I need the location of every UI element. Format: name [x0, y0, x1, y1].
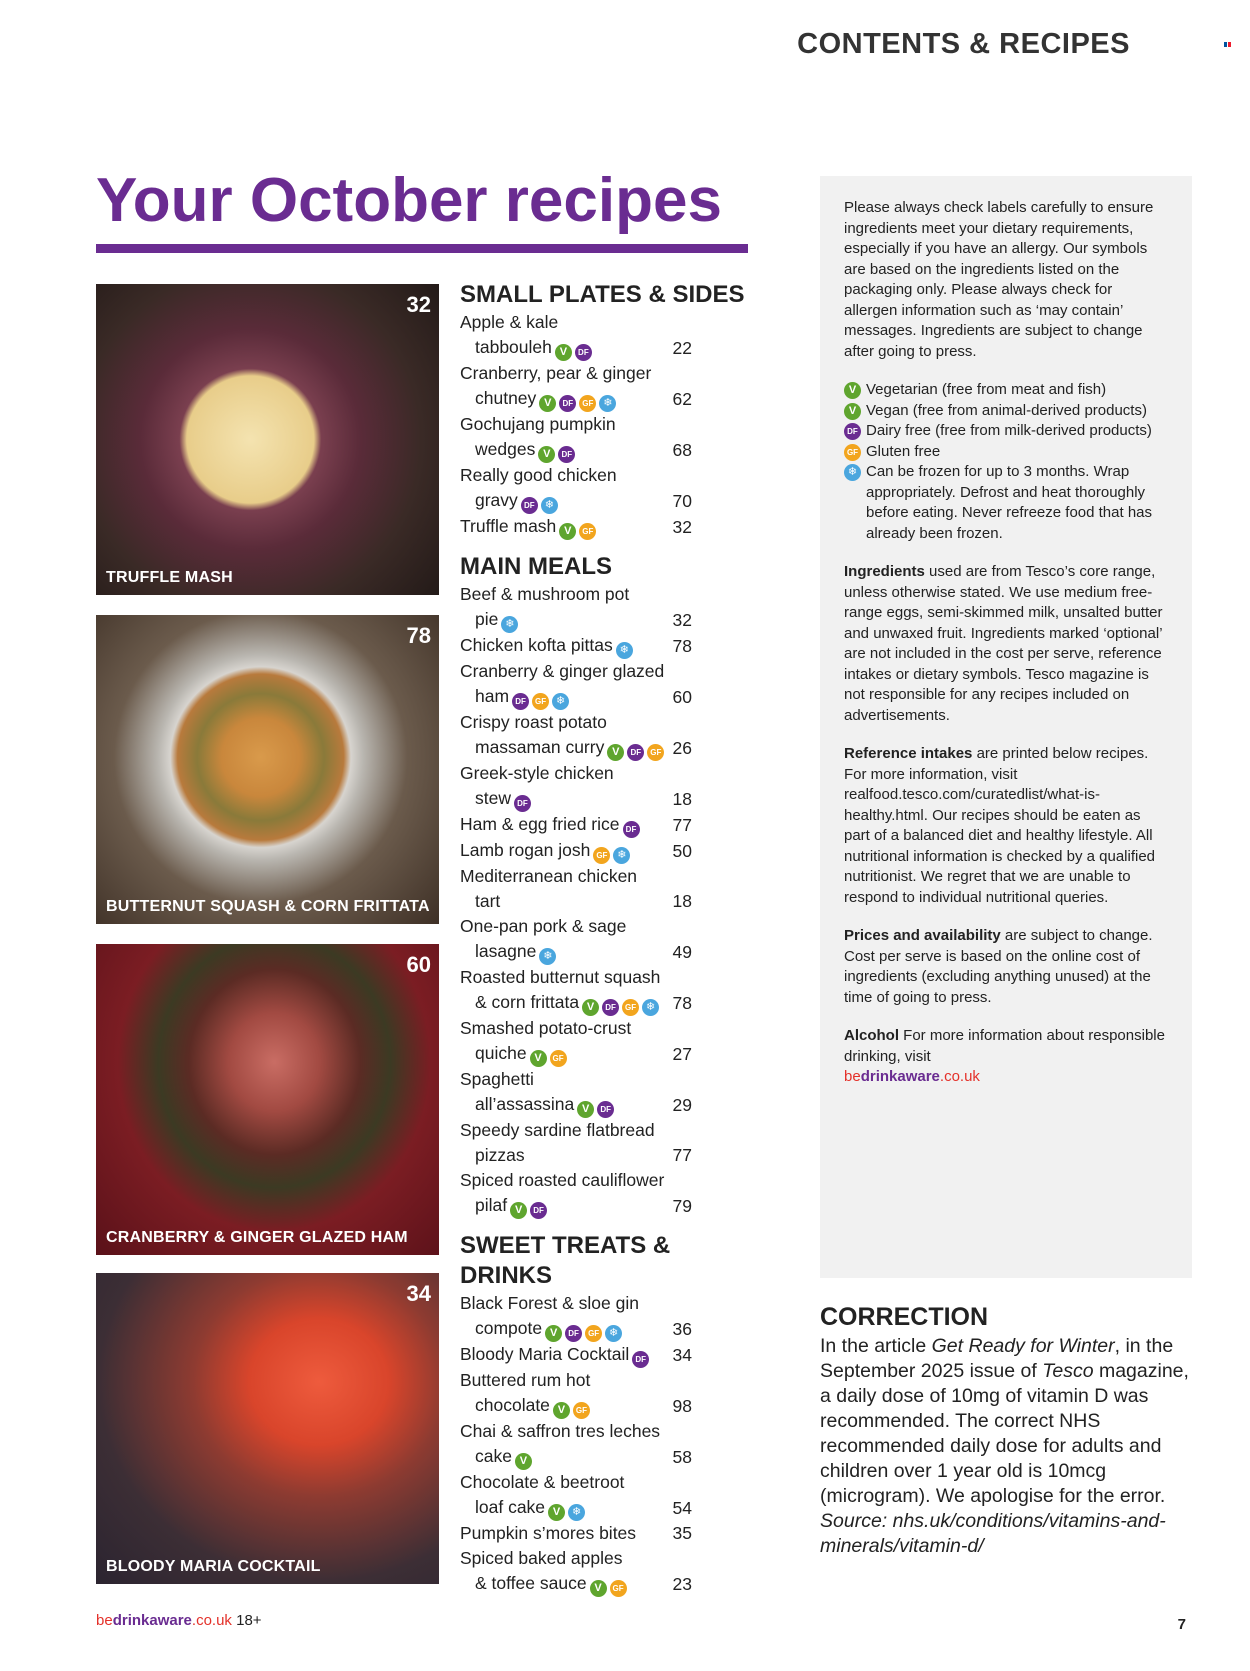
legend-row: [844, 462, 1168, 544]
recipe-page-number: 78: [672, 993, 692, 1013]
vegetarian-icon: V: [530, 1050, 547, 1067]
recipe-name-cont: stew: [475, 788, 511, 808]
recipe-name: Black Forest & sloe gin: [460, 1293, 639, 1313]
vegetarian-icon: V: [539, 395, 556, 412]
recipe-page-number: 78: [672, 636, 692, 656]
legend-text: Can be frozen for up to 3 months. Wrap appropriately. Defrost and heat thoroughly before eating. Never refreeze food that has already been frozen.: [866, 463, 1153, 542]
recipe-name: Speedy sardine flatbread: [460, 1120, 655, 1140]
dairy-free-icon: DF: [632, 1351, 649, 1368]
recipe-entry: [460, 1521, 750, 1546]
recipe-name-cont: & corn frittata: [475, 992, 580, 1012]
recipe-page-number: 36: [672, 1319, 692, 1339]
vegetarian-icon: V: [515, 1453, 532, 1470]
photo-caption: BUTTERNUT SQUASH & CORN FRITTATA: [106, 898, 430, 915]
recipe-name: Chocolate & beetroot: [460, 1472, 625, 1492]
recipe-name-cont: & toffee sauce: [475, 1573, 587, 1593]
info-panel: [820, 176, 1192, 1278]
recipe-page-number: 18: [672, 891, 692, 911]
vegetarian-icon: V: [538, 446, 555, 463]
vegetarian-icon: V: [553, 1402, 570, 1419]
recipe-page-number: 32: [672, 517, 692, 537]
recipe-name-cont: chutney: [475, 388, 537, 408]
recipe-entry: [460, 838, 750, 864]
vegetarian-icon: V: [844, 403, 861, 420]
legend-row: [844, 421, 1168, 442]
vegetarian-icon: V: [555, 344, 572, 361]
dairy-free-icon: DF: [575, 344, 592, 361]
recipe-entry: [460, 1118, 750, 1168]
recipe-name-cont: quiche: [475, 1043, 527, 1063]
recipe-name: Gochujang pumpkin: [460, 414, 616, 434]
freezable-icon: ❄: [599, 395, 616, 412]
correction-text: In the article Get Ready for Winter, in the September 2025 issue of Tesco magazine, a daily dose of 10mg of vitamin D was recommended. The correct NHS recommended daily dose for adults and children over 1 year old is 10mcg (microgram). We apologise for the error. Source: nhs.uk/conditions/vitamins-and-minerals/vitamin-d/: [820, 1335, 1189, 1557]
section-heading: SMALL PLATES & SIDES: [460, 281, 745, 308]
title-underline: [96, 244, 748, 253]
dairy-free-icon: DF: [597, 1101, 614, 1118]
recipe-entry: [460, 1368, 750, 1419]
prices-note: Prices and availability are subject to change. Cost per serve is based on the online cost of ingredients (excluding anything unused) at the time of going to press.: [844, 927, 1153, 1006]
gluten-free-icon: GF: [647, 744, 664, 761]
recipe-page-number: 68: [672, 440, 692, 460]
recipe-name: Spiced baked apples: [460, 1548, 623, 1568]
section-heading: SWEET TREATS & DRINKS: [460, 1232, 671, 1289]
section-heading: MAIN MEALS: [460, 553, 612, 580]
photo-frittata: [96, 615, 439, 924]
recipe-name-cont: ham: [475, 686, 510, 706]
recipe-name: Mediterranean chicken: [460, 866, 638, 886]
recipe-name-cont: all’assassina: [475, 1094, 575, 1114]
freezable-icon: ❄: [539, 948, 556, 965]
vegetarian-icon: V: [510, 1202, 527, 1219]
gluten-free-icon: GF: [579, 523, 596, 540]
recipe-page-number: 22: [672, 338, 692, 358]
freezable-icon: ❄: [501, 616, 518, 633]
vegetarian-icon: V: [545, 1325, 562, 1342]
recipe-entry: [460, 514, 750, 540]
recipe-name-cont: wedges: [475, 439, 536, 459]
gluten-free-icon: GF: [579, 395, 596, 412]
vegetarian-icon: V: [582, 999, 599, 1016]
recipe-name: Roasted butternut squash: [460, 967, 661, 987]
recipe-name: Cranberry & ginger glazed: [460, 661, 665, 681]
recipe-page-number: 49: [672, 942, 692, 962]
recipe-name: Apple & kale: [460, 312, 559, 332]
recipe-page-number: 98: [672, 1396, 692, 1416]
recipe-name: Truffle mash: [460, 516, 557, 536]
recipe-entry: [460, 812, 750, 838]
recipe-name: One-pan pork & sage: [460, 916, 627, 936]
tesco-logo-icon: [1224, 34, 1232, 40]
recipe-name: Bloody Maria Cocktail: [460, 1344, 630, 1364]
recipe-entry: [460, 582, 750, 633]
recipe-entry: [460, 1016, 750, 1067]
vegetarian-icon: V: [844, 382, 861, 399]
recipe-page-number: 58: [672, 1447, 692, 1467]
dairy-free-icon: DF: [558, 446, 575, 463]
photo-bloody-maria: [96, 1273, 439, 1584]
photo-glazed-ham: [96, 944, 439, 1255]
recipe-entry: [460, 310, 750, 361]
gluten-free-icon: GF: [622, 999, 639, 1016]
dairy-free-icon: DF: [627, 744, 644, 761]
recipe-entry: [460, 761, 750, 812]
recipe-name-cont: pilaf: [475, 1195, 508, 1215]
gluten-free-icon: GF: [573, 1402, 590, 1419]
recipe-name-cont: pizzas: [475, 1145, 525, 1165]
recipe-page-number: 60: [672, 687, 692, 707]
gluten-free-icon: GF: [550, 1050, 567, 1067]
recipe-name: Cranberry, pear & ginger: [460, 363, 652, 383]
recipe-page-number: 29: [672, 1095, 692, 1115]
legend-text: Gluten free: [866, 442, 941, 460]
recipe-name: Pumpkin s’mores bites: [460, 1523, 637, 1543]
recipe-name: Spiced roasted cauliflower: [460, 1170, 665, 1190]
gluten-free-icon: GF: [593, 847, 610, 864]
legend-text: Vegetarian (free from meat and fish): [866, 381, 1107, 398]
gluten-free-icon: GF: [610, 1580, 627, 1597]
drinkaware-link[interactable]: bedrinkaware.co.uk: [844, 1068, 980, 1085]
recipe-page-number: 79: [672, 1196, 692, 1216]
vegetarian-icon: V: [548, 1504, 565, 1521]
section-header: CONTENTS & RECIPES: [797, 28, 1130, 60]
recipe-entry: [460, 412, 750, 463]
recipe-name-cont: pie: [475, 609, 499, 629]
photo-page-number: 34: [406, 1281, 431, 1306]
recipe-page-number: 26: [672, 738, 692, 758]
recipe-name: Greek-style chicken: [460, 763, 614, 783]
dairy-free-icon: DF: [512, 693, 529, 710]
ingredients-note: Ingredients used are from Tesco’s core range, unless otherwise stated. We use medium free-range eggs, semi-skimmed milk, unsalted butter and unwaxed fruit. Ingredients marked ‘optional’ are not included in the cost per serve, reference intakes or dietary symbols. Tesco magazine is not responsible for any recipes included on advertisements.: [844, 563, 1163, 724]
dairy-free-icon: DF: [521, 497, 538, 514]
freezable-icon: ❄: [616, 642, 633, 659]
recipe-entry: [460, 965, 750, 1016]
recipe-name: Crispy roast potato: [460, 712, 607, 732]
recipe-name: Spaghetti: [460, 1069, 534, 1089]
dairy-free-icon: DF: [602, 999, 619, 1016]
photo-caption: CRANBERRY & GINGER GLAZED HAM: [106, 1229, 408, 1246]
recipe-name-cont: tabbouleh: [475, 337, 552, 357]
recipe-entry: [460, 710, 750, 761]
recipe-name-cont: tart: [475, 891, 501, 911]
correction-title: CORRECTION: [820, 1303, 989, 1331]
recipe-entry: [460, 1470, 750, 1521]
recipe-name: Buttered rum hot: [460, 1370, 591, 1390]
allergy-notice: Please always check labels carefully to ensure ingredients meet your dietary requirements, especially if you have an allergy. Our symbols are based on the ingredients listed on the packaging only. Please always check for allergen information such as ‘may contain’ messages. Ingredients are subject to change after going to press.: [844, 199, 1154, 360]
recipe-entry: [460, 1067, 750, 1118]
recipe-page-number: 77: [672, 1145, 692, 1165]
recipe-name: Beef & mushroom pot: [460, 584, 630, 604]
recipe-page-number: 77: [672, 815, 692, 835]
gluten-free-icon: GF: [585, 1325, 602, 1342]
recipe-name: Smashed potato-crust: [460, 1018, 632, 1038]
photo-page-number: 78: [406, 623, 431, 648]
recipe-page-number: 50: [672, 841, 692, 861]
gluten-free-icon: GF: [532, 693, 549, 710]
recipe-entry: [460, 864, 750, 914]
dairy-free-icon: DF: [623, 821, 640, 838]
recipe-name: Chai & saffron tres leches: [460, 1421, 661, 1441]
recipe-entry: [460, 633, 750, 659]
recipe-page-number: 34: [672, 1345, 692, 1365]
page-number: 7: [1177, 1616, 1186, 1633]
photo-page-number: 60: [406, 952, 431, 977]
recipe-entry: [460, 1291, 750, 1342]
recipe-name-cont: compote: [475, 1318, 543, 1338]
recipe-entry: [460, 1546, 750, 1597]
recipe-name-cont: loaf cake: [475, 1497, 546, 1517]
legend-text: Vegan (free from animal-derived products): [866, 401, 1147, 419]
recipe-page-number: 62: [672, 389, 692, 409]
recipe-index: [460, 280, 750, 1597]
recipe-name-cont: gravy: [475, 490, 518, 510]
vegetarian-icon: V: [607, 744, 624, 761]
freezable-icon: ❄: [844, 464, 861, 481]
freezable-icon: ❄: [605, 1325, 622, 1342]
correction-box: [820, 1302, 1200, 1559]
recipe-page-number: 32: [672, 610, 692, 630]
reference-intakes-note: Reference intakes are printed below recipes. For more information, visit realfood.tesco.com/curatedlist/what-is-healthy.html. Our recipes should be eaten as part of a balanced diet and healthy lifestyle. All nutritional information is checked by a qualified nutritionist. We regret that we are unable to respond to individual nutritional queries.: [844, 745, 1156, 906]
recipe-name-cont: lasagne: [475, 941, 537, 961]
photo-page-number: 32: [406, 292, 431, 317]
recipe-name: Lamb rogan josh: [460, 840, 591, 860]
recipe-page-number: 35: [672, 1523, 692, 1543]
recipe-entry: [460, 659, 750, 710]
vegetarian-icon: V: [590, 1580, 607, 1597]
recipe-name-cont: chocolate: [475, 1395, 550, 1415]
recipe-entry: [460, 914, 750, 965]
recipe-page-number: 23: [672, 1574, 692, 1594]
vegetarian-icon: V: [577, 1101, 594, 1118]
legend-text: Dairy free (free from milk-derived products): [866, 422, 1152, 439]
recipe-entry: [460, 463, 750, 514]
recipe-page-number: 70: [672, 491, 692, 511]
recipe-entry: [460, 1419, 750, 1470]
recipe-page-number: 27: [672, 1044, 692, 1064]
dairy-free-icon: DF: [514, 795, 531, 812]
recipe-name-cont: cake: [475, 1446, 512, 1466]
recipe-name: Chicken kofta pittas: [460, 635, 613, 655]
legend-row: [844, 401, 1168, 422]
photo-caption: BLOODY MARIA COCKTAIL: [106, 1558, 321, 1575]
freezable-icon: ❄: [613, 847, 630, 864]
recipe-page-number: 18: [672, 789, 692, 809]
vegetarian-icon: V: [559, 523, 576, 540]
recipe-name-cont: massaman curry: [475, 737, 605, 757]
dairy-free-icon: DF: [565, 1325, 582, 1342]
legend-row: [844, 442, 1168, 463]
legend-row: [844, 380, 1168, 401]
recipe-name: Ham & egg fried rice: [460, 814, 620, 834]
symbol-legend: [844, 380, 1168, 544]
dairy-free-icon: DF: [530, 1202, 547, 1219]
recipe-entry: [460, 1168, 750, 1219]
photo-truffle-mash: [96, 284, 439, 595]
freezable-icon: ❄: [541, 497, 558, 514]
alcohol-note: Alcohol For more information about responsible drinking, visit bedrinkaware.co.uk: [844, 1027, 1165, 1085]
recipe-entry: [460, 1342, 750, 1368]
dairy-free-icon: DF: [559, 395, 576, 412]
photo-caption: TRUFFLE MASH: [106, 569, 233, 586]
freezable-icon: ❄: [552, 693, 569, 710]
freezable-icon: ❄: [568, 1504, 585, 1521]
recipe-entry: [460, 361, 750, 412]
gluten-free-icon: GF: [844, 444, 861, 461]
recipe-name: Really good chicken: [460, 465, 617, 485]
page-title: Your October recipes: [96, 166, 722, 235]
freezable-icon: ❄: [642, 999, 659, 1016]
recipe-page-number: 54: [672, 1498, 692, 1518]
footer-drinkaware[interactable]: bedrinkaware.co.uk 18+: [96, 1612, 262, 1629]
dairy-free-icon: DF: [844, 423, 861, 440]
